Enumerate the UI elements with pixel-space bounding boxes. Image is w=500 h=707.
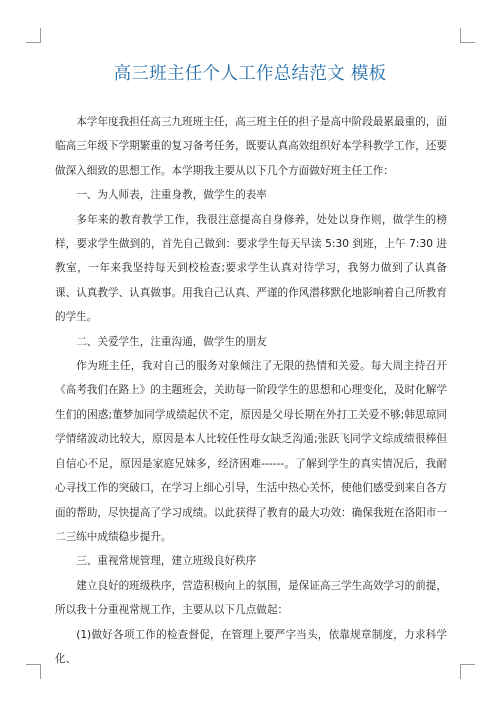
document-body: [55, 110, 447, 671]
paragraph-section-3: 建立良好的班级秩序，营造积极向上的氛围，是保证高三学生高效学习的前提，所以我十分重视常规工作，主要从以下几点做起：: [55, 579, 447, 617]
crop-mark-bottom-left: [26, 664, 41, 679]
paragraph-item-1: (1)做好各项工作的检查督促，在管理上要严字当头，依靠规章制度，力求科学化、: [55, 628, 447, 665]
section-heading-1: 一、为人师表，注重身教，做学生的表率: [76, 189, 267, 202]
section-heading-3: 三、重视常规管理，建立班级良好秩序: [76, 555, 257, 568]
crop-mark-top-left: [26, 28, 41, 43]
crop-mark-top-right: [460, 28, 475, 43]
paragraph-intro: 本学年度我担任高三九班班主任，高三班主任的担子是高中阶段最累最重的，面临高三年级下学期繁重的复习备考任务，既要认真高效组织好本学科教学工作，还要做深入细致的思想工作。本学期我主要从以下几个方面做好班主任工作：: [55, 116, 447, 177]
document-title: 高三班主任个人工作总结范文 模板: [113, 64, 387, 84]
paragraph-section-1: 多年来的教育教学工作，我很注意提高自身修养，处处以身作则，做学生的榜样，要求学生做到的，首先自己做到：要求学生每天早读 5:30 到班，上午 7:30 进教室，一年来我坚持每天到校检查;要求学生认真对待学习，我努力做到了认真备课、认真教学、认真做事。用我自己认真、严谨的作风潜移默化地影响着自己所教育的学生。: [55, 213, 447, 324]
paragraph-section-2: 作为班主任，我对自己的服务对象倾注了无限的热情和关爱。每大周主持召开《高考我们在路上》的主题班会，关助每一阶段学生的思想和心理变化，及时化解学生们的困惑;董梦加同学成绩起伏不定，原因是父母长期在外打工关爱不够;韩思琼同学情绪波动比较大，原因是本人比较任性母女缺乏沟通;张跃飞同学文综成绩很棒但自信心不足，原因是家庭兄妹多，经济困难------。了解到学生的真实情况后，我耐心寻找工作的突破口，在学习上细心引导，生活中热心关怀，使他们感受到来自各方面的帮助，尽快提高了学习成绩。以此获得了教育的最大功效：确保我班在洛阳市一二三练中成绩稳步提升。: [55, 360, 447, 543]
crop-mark-bottom-right: [460, 664, 475, 679]
section-heading-2: 二、关爱学生，注重沟通，做学生的朋友: [76, 335, 267, 348]
